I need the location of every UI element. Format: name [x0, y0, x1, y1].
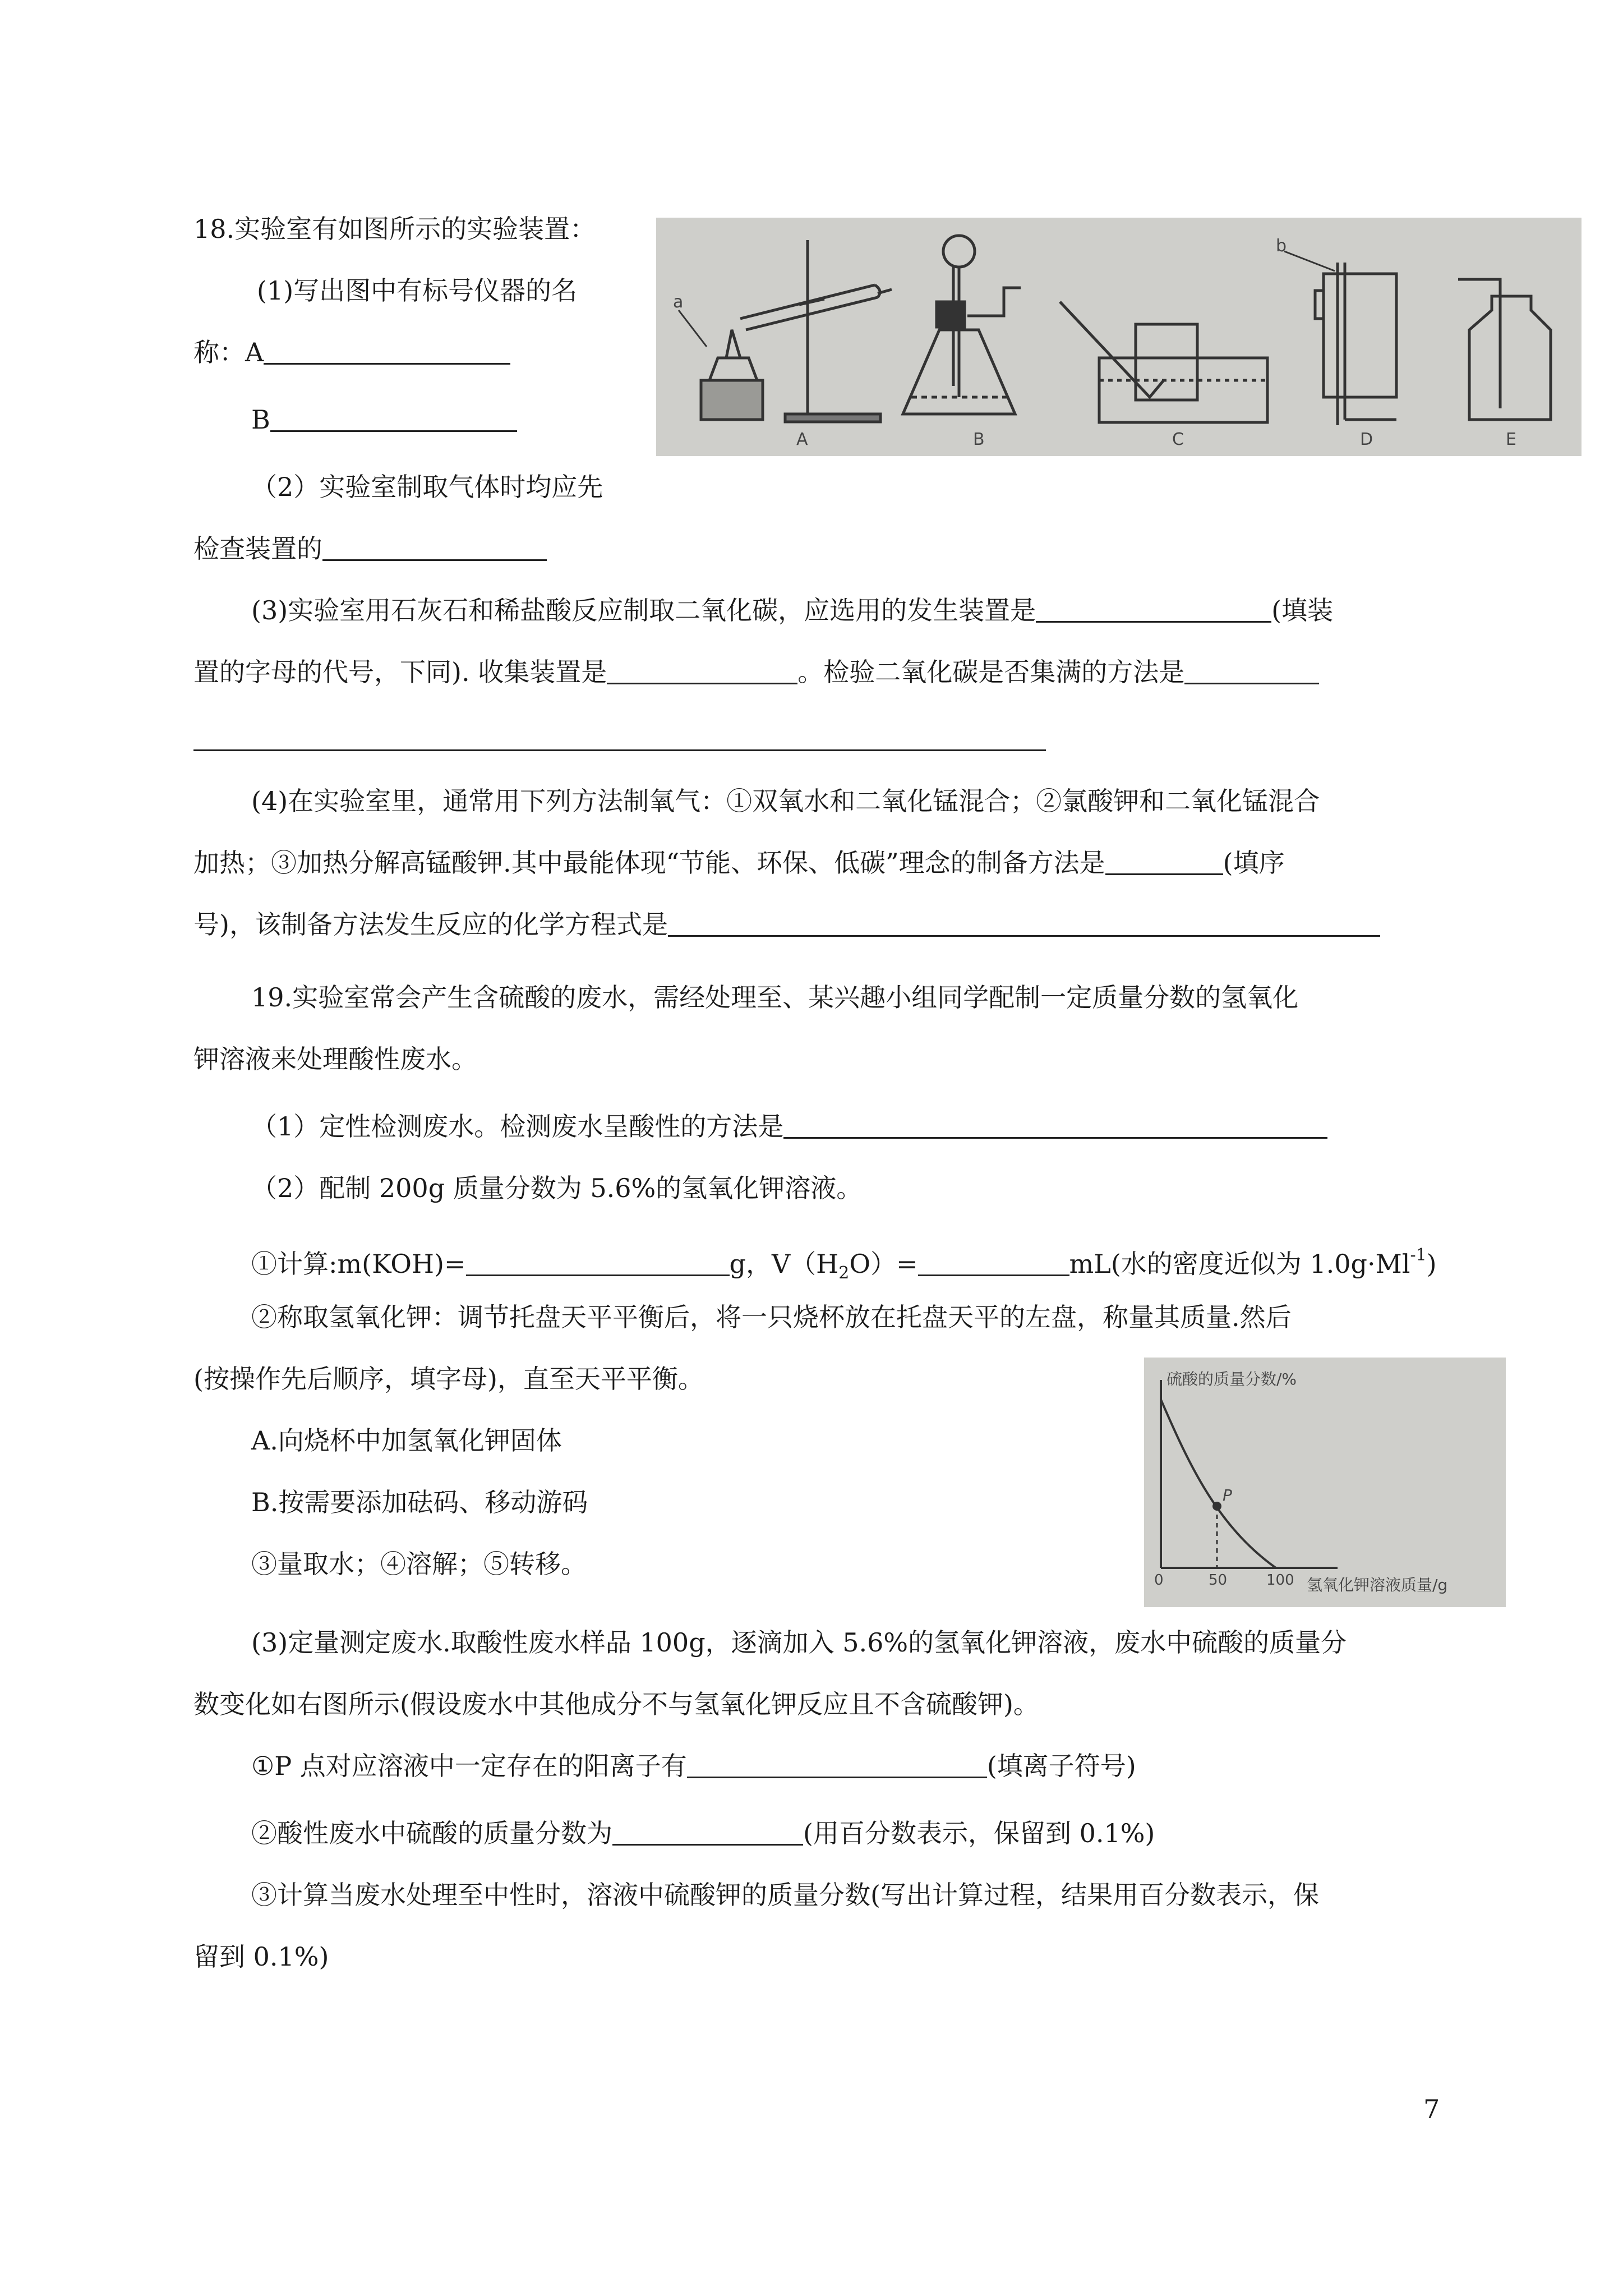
q18-part3-line2 [193, 655, 1319, 689]
answer-blank-generator[interactable] [1036, 595, 1271, 623]
q19-question3-line1: ③计算当废水处理至中性时，溶液中硫酸钾的质量分数(写出计算过程，结果用百分数表示，保 [251, 1880, 1319, 1910]
label-b: B [973, 430, 985, 449]
answer-blank-a[interactable] [264, 337, 510, 365]
q18-label-a: 称：A [193, 337, 264, 367]
apparatus-drawing [656, 218, 1581, 456]
graph-curve [1161, 1400, 1276, 1568]
answer-blank-koh-mass[interactable] [466, 1249, 730, 1276]
graph-drawing [1144, 1358, 1506, 1607]
q19-part3-line2: 数变化如右图所示(假设废水中其他成分不与氢氧化钾反应且不含硫酸钾)。 [193, 1689, 1039, 1719]
graph-figure [1144, 1358, 1506, 1607]
q19-calc-line [251, 1239, 1437, 1290]
q19-question1-text: ①P 点对应溶液中一定存在的阳离子有 [251, 1751, 687, 1781]
q19-question2-suffix: (用百分数表示，保留到 0.1%) [803, 1818, 1155, 1848]
q18-part3-text3: 。检验二氧化碳是否集满的方法是 [797, 657, 1185, 687]
q18-part4-line3 [193, 908, 1380, 941]
apparatus-c [1060, 302, 1267, 422]
graph-tick-50: 50 [1209, 1572, 1228, 1589]
q19-calc-subscript: 2 [838, 1263, 850, 1283]
q18-part1-line2 [193, 335, 510, 369]
q18-part4-text2: 加热；③加热分解高锰酸钾.其中最能体现“节能、环保、低碳”理念的制备方法是 [193, 848, 1105, 878]
q18-part3-text2: 置的字母的代号，下同). 收集装置是 [193, 657, 607, 687]
q18-part2-text: 检查装置的 [193, 533, 322, 564]
answer-blank-acid-fraction[interactable] [612, 1818, 803, 1846]
q19-calc-text5: ) [1426, 1249, 1437, 1279]
q19-question1-suffix: (填离子符号) [986, 1751, 1136, 1781]
q19-question2-text: ②酸性废水中硫酸的质量分数为 [251, 1818, 612, 1848]
graph-point-p [1214, 1503, 1220, 1510]
q18-part4-text3: 号)，该制备方法发生反应的化学方程式是 [193, 909, 668, 940]
answer-blank-b[interactable] [270, 404, 517, 432]
answer-blank-method[interactable] [1184, 657, 1319, 684]
q18-title: 18.实验室有如图所示的实验装置： [193, 214, 596, 244]
apparatus-e [1458, 279, 1551, 420]
q19-line2: 钾溶液来处理酸性废水。 [193, 1044, 477, 1074]
q18-part1-line1: (1)写出图中有标号仪器的名 [257, 275, 578, 306]
label-a: A [796, 430, 808, 449]
answer-blank-water-volume[interactable] [918, 1249, 1069, 1276]
q19-weigh-line1: ②称取氢氧化钾：调节托盘天平平衡后，将一只烧杯放在托盘天平的左盘，称量其质量.然后 [251, 1302, 1292, 1332]
marker-b: b [1276, 236, 1287, 256]
label-e: E [1506, 430, 1516, 449]
q19-line1: 19.实验室常会产生含硫酸的废水，需经处理至、某兴趣小组同学配制一定质量分数的氢氧化 [251, 982, 1299, 1013]
q18-part2-line1: （2）实验室制取气体时均应先 [251, 472, 603, 502]
q19-part3-line1: (3)定量测定废水.取酸性废水样品 100g，逐滴加入 5.6%的氢氧化钾溶液，废水中硫酸的质量分 [251, 1627, 1347, 1658]
q18-part4-line1: (4)在实验室里，通常用下列方法制氧气：①双氧水和二氧化锰混合；②氯酸钾和二氧化锰混合 [251, 786, 1320, 816]
graph-xlabel: 氢氧化钾溶液质量/g [1307, 1576, 1448, 1594]
q19-part2: （2）配制 200g 质量分数为 5.6%的氢氧化钾溶液。 [251, 1173, 863, 1203]
q19-weigh-line2: (按操作先后顺序，填字母)，直至天平平衡。 [193, 1364, 704, 1394]
graph-tick-0: 0 [1154, 1572, 1164, 1589]
q19-question2 [251, 1816, 1155, 1850]
q19-question1 [251, 1749, 1136, 1783]
q18-part2-line2 [193, 532, 547, 565]
q19-calc-text2: g，V（H [729, 1249, 839, 1279]
answer-blank-check[interactable] [322, 533, 547, 561]
graph-tick-100: 100 [1266, 1572, 1294, 1589]
apparatus-b [903, 236, 1021, 414]
q19-calc-text1: ①计算:m(KOH)= [251, 1249, 466, 1279]
q19-question3-line2: 留到 0.1%) [193, 1941, 329, 1972]
answer-blank-acid-test[interactable] [783, 1111, 1327, 1139]
label-c: C [1172, 430, 1184, 449]
q19-calc-text4: mL(水的密度近似为 1.0g·Ml [1069, 1249, 1410, 1279]
answer-blank-cations[interactable] [687, 1751, 987, 1778]
answer-blank-best-method[interactable] [1105, 848, 1223, 875]
apparatus-a [679, 240, 892, 422]
q19-steps: ③量取水；④溶解；⑤转移。 [251, 1549, 587, 1579]
q19-calc-superscript: -1 [1410, 1245, 1427, 1265]
answer-blank-equation[interactable] [668, 909, 1380, 937]
page-number: 7 [1423, 2094, 1440, 2124]
apparatus-d [1284, 251, 1396, 425]
q19-option-a: A.向烧杯中加氢氧化钾固体 [251, 1425, 562, 1456]
q18-part3-text1: (3)实验室用石灰石和稀盐酸反应制取二氧化碳，应选用的发生装置是 [251, 595, 1036, 625]
q19-calc-text3: O）= [849, 1249, 918, 1279]
q18-label-b: B [251, 404, 270, 435]
graph-point-label: P [1223, 1486, 1232, 1504]
q18-part3-line1 [251, 593, 1333, 627]
apparatus-figure [656, 218, 1581, 456]
marker-a: a [673, 292, 684, 312]
q18-part4-line2 [193, 846, 1285, 880]
answer-blank-collector[interactable] [607, 657, 797, 684]
q18-part4-suffix: (填序 [1223, 848, 1285, 878]
q18-part1-line3 [251, 403, 517, 436]
q19-option-b: B.按需要添加砝码、移动游码 [251, 1487, 588, 1517]
label-d: D [1360, 430, 1373, 449]
graph-ylabel: 硫酸的质量分数/% [1166, 1370, 1297, 1388]
q18-part3-suffix: (填装 [1271, 595, 1334, 625]
answer-blank-method-continued[interactable] [193, 724, 1046, 751]
q19-part1 [251, 1110, 1327, 1143]
q19-part1-text: （1）定性检测废水。检测废水呈酸性的方法是 [251, 1111, 784, 1142]
